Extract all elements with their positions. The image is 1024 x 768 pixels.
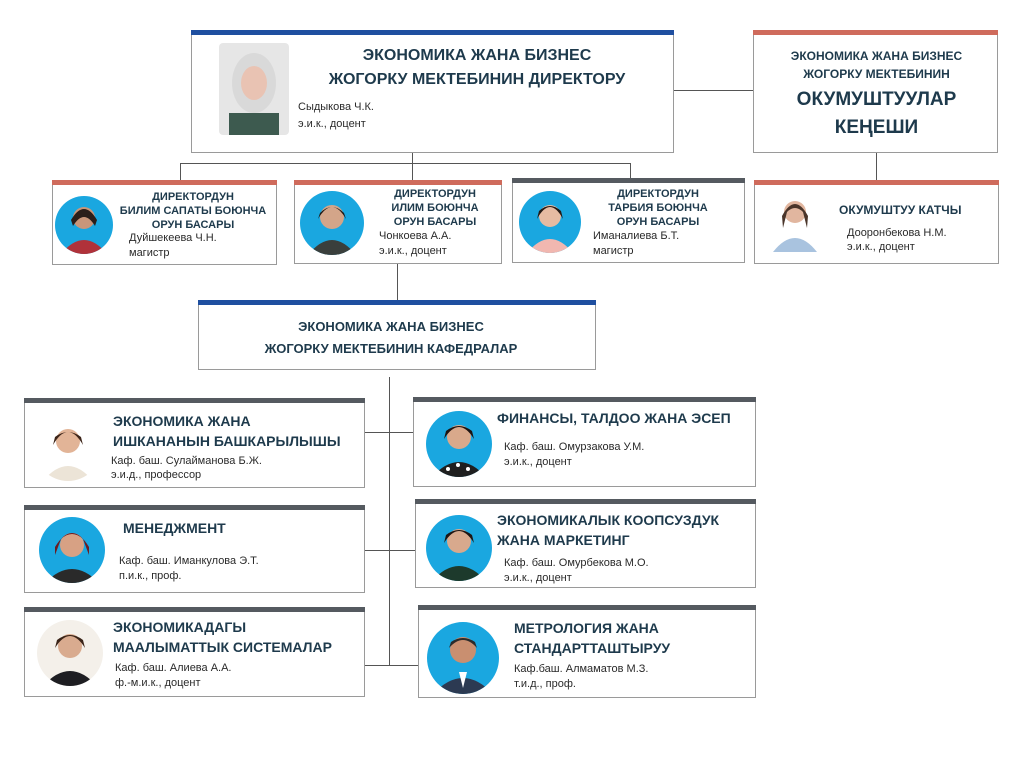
connector bbox=[630, 163, 631, 179]
department-box bbox=[24, 505, 365, 593]
deputy-degree: магистр bbox=[129, 247, 170, 259]
director-box bbox=[191, 30, 674, 153]
department-head-photo bbox=[426, 515, 492, 581]
deputy-degree: э.и.к., доцент bbox=[379, 245, 447, 257]
header-bar bbox=[418, 605, 756, 610]
department-head-photo bbox=[426, 411, 492, 477]
header-bar bbox=[52, 180, 277, 185]
deputy-title-line1: ДИРЕКТОРДУН bbox=[617, 188, 699, 200]
department-box bbox=[413, 397, 756, 487]
department-title-line2: МААЛЫМАТТЫК СИСТЕМАЛАР bbox=[113, 639, 332, 655]
deputy-title-line2: БИЛИМ САПАТЫ БОЮНЧА bbox=[119, 205, 267, 217]
connector bbox=[876, 152, 877, 180]
department-title-line1: МЕНЕДЖМЕНТ bbox=[123, 520, 226, 536]
council-line2: ЖОГОРКУ МЕКТЕБИНИН bbox=[803, 67, 950, 81]
department-head-degree: э.и.д., профессор bbox=[111, 469, 202, 481]
department-head-photo bbox=[427, 622, 499, 694]
department-head: Каф. баш. Сулайманова Б.Ж. bbox=[111, 455, 262, 467]
secretary-name: Дооронбекова Н.М. bbox=[847, 227, 947, 239]
director-degree: э.и.к., доцент bbox=[298, 118, 366, 130]
department-title-line2: ИШКАНАНЫН БАШКАРЫЛЫШЫ bbox=[113, 433, 341, 449]
department-head: Каф. баш. Омурбекова М.О. bbox=[504, 557, 649, 569]
department-title-line1: ЭКОНОМИКАДАГЫ bbox=[113, 619, 247, 635]
departments-header-box bbox=[198, 300, 596, 370]
deputy-title-line2: ИЛИМ БОЮНЧА bbox=[391, 202, 479, 214]
department-title-line2: СТАНДАРТТАШТЫРУУ bbox=[514, 640, 671, 656]
department-head: Каф. баш. Омурзакова У.М. bbox=[504, 441, 645, 453]
header-bar bbox=[415, 499, 756, 504]
deputy-title-line3: ОРУН БАСАРЫ bbox=[393, 216, 477, 228]
deputy-photo bbox=[519, 191, 581, 253]
department-title-line1: МЕТРОЛОГИЯ ЖАНА bbox=[514, 620, 659, 636]
director-title-line2: ЖОГОРКУ МЕКТЕБИНИН ДИРЕКТОРУ bbox=[328, 71, 626, 88]
header-bar bbox=[24, 398, 365, 403]
department-head-photo bbox=[39, 517, 105, 583]
department-box bbox=[24, 607, 365, 697]
deputy-box bbox=[512, 178, 745, 263]
council-box bbox=[753, 30, 998, 153]
department-head: Каф. баш. Алиева А.А. bbox=[115, 662, 232, 674]
header-bar bbox=[191, 30, 674, 35]
department-box bbox=[418, 605, 756, 698]
connector bbox=[365, 665, 418, 666]
connector bbox=[397, 264, 398, 300]
director-name: Сыдыкова Ч.К. bbox=[298, 101, 374, 113]
deputy-title-line1: ДИРЕКТОРДУН bbox=[152, 191, 234, 203]
department-title-line1: ФИНАНСЫ, ТАЛДОО ЖАНА ЭСЕП bbox=[497, 410, 731, 426]
secretary-box bbox=[754, 180, 999, 264]
deputy-name: Чонкоева А.А. bbox=[379, 230, 452, 242]
department-title-line1: ЭКОНОМИКА ЖАНА bbox=[113, 413, 251, 429]
director-title-line1: ЭКОНОМИКА ЖАНА БИЗНЕС bbox=[362, 47, 592, 64]
header-bar bbox=[413, 397, 756, 402]
deputy-title-line2: ТАРБИЯ БОЮНЧА bbox=[608, 202, 708, 214]
connector bbox=[365, 550, 415, 551]
deputy-photo bbox=[300, 191, 364, 255]
deputy-title-line3: ОРУН БАСАРЫ bbox=[151, 219, 235, 231]
director-photo bbox=[219, 43, 289, 135]
connector bbox=[389, 377, 390, 665]
secretary-degree: э.и.к., доцент bbox=[847, 241, 915, 253]
deputy-box bbox=[52, 180, 277, 265]
connector bbox=[180, 163, 631, 164]
header-bar bbox=[198, 300, 596, 305]
department-head-degree: э.и.к., доцент bbox=[504, 572, 572, 584]
departments-header-line1: ЭКОНОМИКА ЖАНА БИЗНЕС bbox=[298, 319, 484, 334]
connector bbox=[180, 163, 181, 181]
department-head-degree: п.и.к., проф. bbox=[119, 570, 182, 582]
header-bar bbox=[24, 505, 365, 510]
deputy-box bbox=[294, 180, 502, 264]
department-head-degree: э.и.к., доцент bbox=[504, 456, 572, 468]
council-line4: КЕҢЕШИ bbox=[834, 117, 919, 138]
secretary-title: ОКУМУШТУУ КАТЧЫ bbox=[839, 203, 962, 217]
department-head-degree: т.и.д., проф. bbox=[514, 678, 576, 690]
header-bar bbox=[754, 180, 999, 185]
connector bbox=[673, 90, 753, 91]
deputy-name: Дуйшекеева Ч.Н. bbox=[129, 232, 217, 244]
department-box bbox=[415, 499, 756, 588]
department-head: Каф. баш. Иманкулова Э.Т. bbox=[119, 555, 259, 567]
header-bar bbox=[512, 178, 745, 183]
department-head: Каф.баш. Алмаматов М.З. bbox=[514, 663, 649, 675]
deputy-degree: магистр bbox=[593, 245, 634, 257]
department-head-photo bbox=[37, 620, 103, 686]
department-title-line2: ЖАНА МАРКЕТИНГ bbox=[497, 532, 630, 548]
header-bar bbox=[294, 180, 502, 185]
connector bbox=[365, 432, 413, 433]
department-box bbox=[24, 398, 365, 488]
department-head-photo bbox=[35, 415, 101, 481]
deputy-title-line1: ДИРЕКТОРДУН bbox=[394, 188, 476, 200]
department-head-degree: ф.-м.и.к., доцент bbox=[115, 677, 201, 689]
council-line3: ОКУМУШТУУЛАР bbox=[796, 89, 957, 110]
departments-header-line2: ЖОГОРКУ МЕКТЕБИНИН КАФЕДРАЛАР bbox=[264, 341, 518, 356]
header-bar bbox=[24, 607, 365, 612]
council-line1: ЭКОНОМИКА ЖАНА БИЗНЕС bbox=[790, 49, 963, 63]
connector bbox=[412, 163, 413, 181]
deputy-name: Иманалиева Б.Т. bbox=[593, 230, 680, 242]
deputy-title-line3: ОРУН БАСАРЫ bbox=[616, 216, 700, 228]
deputy-photo bbox=[55, 196, 113, 254]
department-title-line1: ЭКОНОМИКАЛЫК КООПСУЗДУК bbox=[497, 512, 720, 528]
header-bar bbox=[753, 30, 998, 35]
secretary-photo bbox=[767, 190, 823, 252]
